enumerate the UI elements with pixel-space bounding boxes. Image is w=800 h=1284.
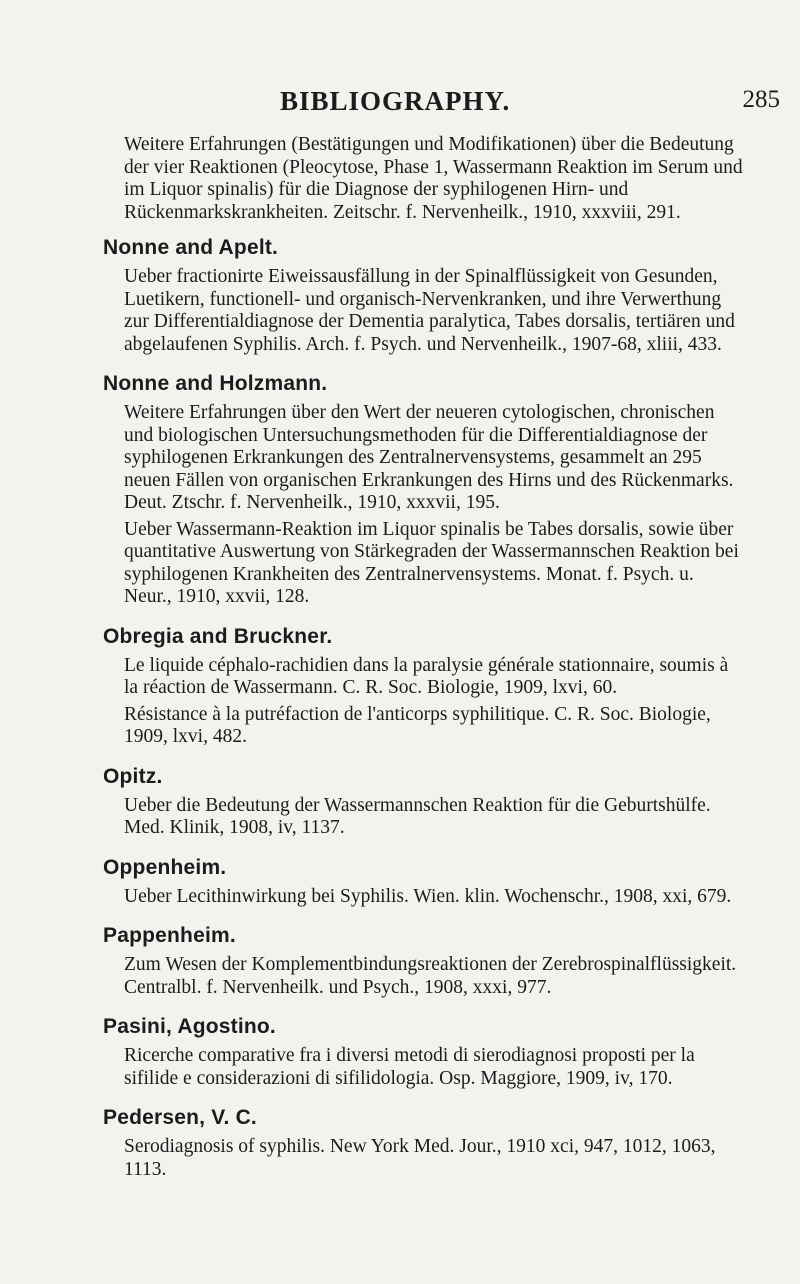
bibliography-entry bbox=[103, 924, 743, 999]
author-heading: Pasini, Agostino. bbox=[103, 1015, 276, 1038]
bibliography-entry bbox=[103, 856, 743, 909]
reference: Ricerche comparative fra i diversi metodi di sierodiagnosi proposti per la sifilide e considerazioni di sifilidologia. Osp. Maggiore, 1909, iv, 170. bbox=[124, 1045, 695, 1089]
reference: Zum Wesen der Komplementbindungsreaktionen der Zerebrospinalflüssigkeit. Centralbl. f. Nervenheilk. und Psych., 1908, xxxi, 977. bbox=[124, 954, 737, 998]
reference: Résistance à la putréfaction de l'anticorps syphilitique. C. R. Soc. Biologie, 1909, lxvi, 482. bbox=[124, 703, 711, 747]
reference: Ueber Lecithinwirkung bei Syphilis. Wien. klin. Wochenschr., 1908, xxi, 679. bbox=[124, 885, 732, 907]
reference: Weitere Erfahrungen über den Wert der neueren cytologischen, chronischen und biologischen Untersuchungsmethoden für die Differentialdiagnose der syphilogenen Erkrankungen des Zentralnervensystems, gesammelt an 295 neuen Fällen von organischen Erkrankungen des Hirns und des Rückenmarks. Deut. Ztschr. f. Nervenheilk., 1910, xxxvii, 195. bbox=[124, 402, 734, 513]
bibliography-entry bbox=[103, 1015, 743, 1090]
bibliography-entry bbox=[103, 1106, 743, 1181]
reference: Serodiagnosis of syphilis. New York Med. Jour., 1910 xci, 947, 1012, 1063, 1113. bbox=[124, 1136, 716, 1180]
author-heading: Obregia and Bruckner. bbox=[103, 624, 333, 648]
bibliography-list bbox=[103, 134, 743, 1197]
reference: Ueber fractionirte Eiweissausfällung in der Spinalflüssigkeit von Gesunden, Luetikern, functionell- und organisch-Nervenkranken, und ihre Verwerthung zur Differentialdiagnose der Dementia paralytica, Tabes dorsalis, tertiären und abgelaufenen Syphilis. Arch. f. Psych. und Nervenheilk., 1907-68, xliii, 433. bbox=[124, 266, 735, 355]
reference: Ueber Wassermann-Reaktion im Liquor spinalis be Tabes dorsalis, sowie über quantitative Auswertung von Stärkegraden der Wassermannschen Reaktion bei syphilogenen Krankheiten des Zentralnervensystems. Monat. f. Psych. u. Neur., 1910, xxvii, 128. bbox=[124, 518, 739, 607]
bibliography-entry bbox=[103, 134, 743, 224]
author-heading: Opitz. bbox=[103, 764, 163, 788]
running-head bbox=[90, 86, 780, 126]
author-heading: Oppenheim. bbox=[103, 855, 227, 879]
bibliography-entry bbox=[103, 236, 743, 356]
author-heading: Nonne and Holzmann. bbox=[103, 372, 328, 395]
author-heading: Nonne and Apelt. bbox=[103, 236, 279, 259]
running-title: BIBLIOGRAPHY. bbox=[280, 86, 511, 116]
author-heading: Pappenheim. bbox=[103, 924, 236, 947]
author-heading: Pedersen, V. C. bbox=[103, 1106, 257, 1129]
page-number: 285 bbox=[742, 86, 780, 113]
bibliography-entry bbox=[103, 625, 743, 749]
bibliography-entry bbox=[103, 765, 743, 840]
reference: Weitere Erfahrungen (Bestätigungen und Modifikationen) über die Bedeutung der vier Reaktionen (Pleocytose, Phase 1, Wassermann Reaktion im Serum und im Liquor spinalis) für die Diagnose der syphilogenen Hirn- und Rückenmarkskrankheiten. Zeitschr. f. Nervenheilk., 1910, xxxviii, 291. bbox=[124, 134, 743, 223]
bibliography-entry bbox=[103, 372, 743, 609]
reference: Ueber die Bedeutung der Wassermannschen Reaktion für die Geburtshülfe. Med. Klinik, 1908, iv, 1137. bbox=[124, 794, 711, 838]
reference: Le liquide céphalo-rachidien dans la paralysie générale stationnaire, soumis à la réaction de Wassermann. C. R. Soc. Biologie, 1909, lxvi, 60. bbox=[124, 654, 729, 698]
